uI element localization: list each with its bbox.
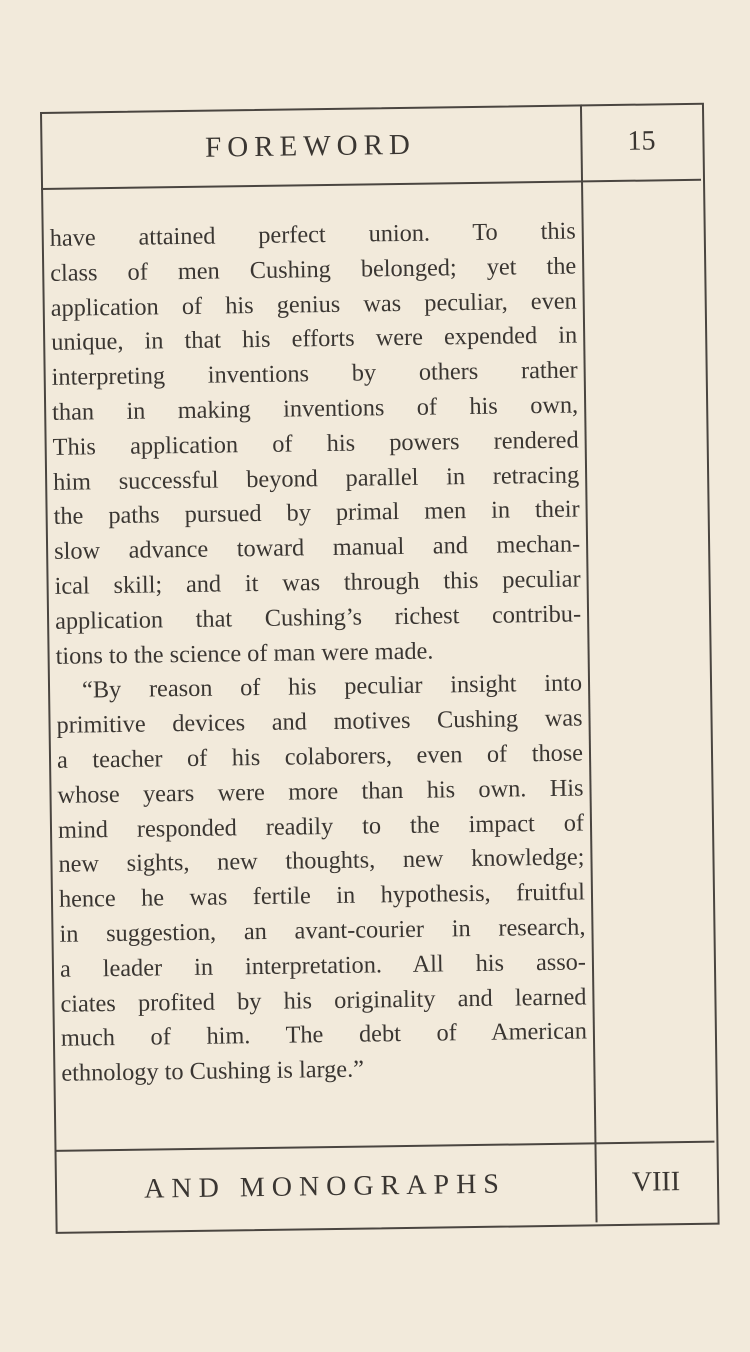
text-line: a leader in interpretation. All his asso- [59, 948, 587, 983]
text-line: “By reason of his peculiar insight into [81, 669, 583, 704]
text-line: application that Cushing’s richest contribu- [54, 600, 582, 635]
text-line: ical skill; and it was through this peculiar [54, 565, 581, 600]
body-text [50, 215, 588, 1092]
text-line: This application of his powers rendered [52, 426, 579, 461]
text-line: interpreting inventions by others rather [51, 356, 578, 392]
text-line: have attained perfect union. To this [49, 217, 576, 252]
running-title: FOREWORD [204, 128, 417, 164]
text-line: hence he was fertile in hypothesis, fruitful [58, 878, 586, 913]
text-line: class of men Cushing belonged; yet the [50, 252, 577, 287]
series-title: AND MONOGRAPHS [143, 1168, 507, 1205]
text-line: application of his genius was peculiar, even [50, 287, 577, 322]
text-line: a teacher of his colaborers, even of those [56, 739, 584, 774]
text-line: much of him. The debt of American [60, 1017, 588, 1053]
text-line: new sights, new thoughts, new knowledge; [58, 843, 585, 879]
volume-number: VIII [631, 1166, 681, 1198]
text-line: mind responded readily to the impact of [57, 809, 585, 844]
text-line: whose years were more than his own. His [57, 774, 584, 809]
text-line: primitive devices and motives Cushing was [56, 704, 583, 739]
text-line: than in making inventions of his own, [52, 391, 579, 426]
text-line: unique, in that his efforts were expended in [51, 321, 578, 357]
page-number: 15 [627, 125, 656, 157]
text-line: him successful beyond parallel in retracing [52, 461, 580, 496]
text-line: in suggestion, an avant-courier in research, [59, 913, 586, 948]
text-line: tions to the science of man were made. [55, 637, 434, 670]
text-line: ethnology to Cushing is large.” [61, 1055, 365, 1087]
text-line: ciates profited by his originality and learned [60, 982, 587, 1018]
text-line: slow advance toward manual and mechan- [53, 530, 581, 566]
text-line: the paths pursued by primal men in their [53, 495, 580, 531]
book-page [40, 103, 718, 1232]
